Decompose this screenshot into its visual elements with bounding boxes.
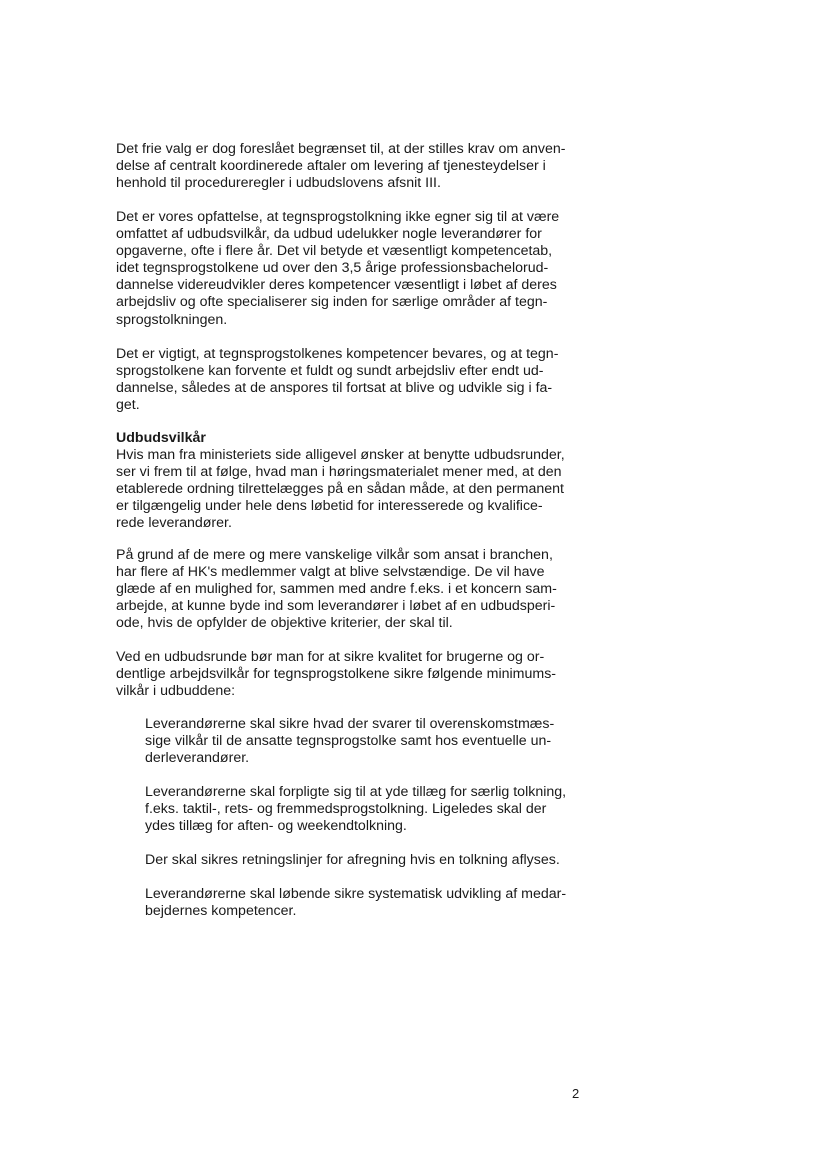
paragraph-free-choice: Det frie valg er dog foreslået begrænset til, at der stilles krav om anven- delse af centralt koordinerede aftaler om levering af tjenesteydelser i henhold til procedureregler i udbudslovens afsnit III. xyxy=(116,141,566,192)
paragraph-opinion: Det er vores opfattelse, at tegnsprogstolkning ikke egner sig til at være omfattet af udbudsvilkår, da udbud udelukker nogle leverandører for opgaverne, ofte i flere år. Det vil betyde et væsentligt kompetencetab, idet tegnsprogstolkene ud over den 3,5 årige professionsbachelorud- dannelse videreudvikler deres kompetencer væsentligt i løbet af deres arbejdsliv og ofte specialiserer sig inden for særlige områder af tegn- sprogstolkningen. xyxy=(116,209,560,328)
requirement-item: Leverandørerne skal forpligte sig til at yde tillæg for særlig tolkning, f.eks. taktil-, rets- og fremmedsprogstolkning. Ligeledes skal der ydes tillæg for aften- og weekendtolkning. xyxy=(145,784,567,835)
requirement-item: Leverandørerne skal sikre hvad der svarer til overenskomstmæs- sige vilkår til de ansatte tegnsprogstolke samt hos eventuelle un- derleverandører. xyxy=(145,716,555,767)
page-number: 2 xyxy=(572,1086,580,1101)
paragraph-competences: Det er vigtigt, at tegnsprogstolkenes kompetencer bevares, og at tegn- sprogstolkene kan forvente et fuldt og sundt arbejdsliv efter endt ud- dannelse, således at de anspores til fortsat at blive og udvikle sig i fa- get. xyxy=(116,346,559,414)
paragraph-self-employed: På grund af de mere og mere vanskelige vilkår som ansat i branchen, har flere af HK's medlemmer valgt at blive selvstændige. De vil have glæde af en mulighed for, sammen med andre f.eks. i et koncern sam- arbejde, at kunne byde ind som leverandører i løbet af en udbudsperi- ode, hvis de opfylder de objektive kriterier, der skal til. xyxy=(116,547,557,632)
section-heading: Udbudsvilkår xyxy=(116,430,206,446)
paragraph-minimum-conditions: Ved en udbudsrunde bør man for at sikre kvalitet for brugerne og or- dentlige arbejdsvilkår for tegnsprogstolkene sikre følgende minimums- vilkår i udbuddene: xyxy=(116,649,557,700)
requirement-item: Leverandørerne skal løbende sikre systematisk udvikling af medar- bejdernes kompetencer. xyxy=(145,886,567,920)
requirement-item: Der skal sikres retningslinjer for afregning hvis en tolkning aflyses. xyxy=(145,852,560,868)
paragraph-tender-rounds: Hvis man fra ministeriets side alligevel ønsker at benytte udbudsrunder, ser vi frem til at følge, hvad man i høringsmaterialet mener med, at den etablerede ordning tilrettelægges på en sådan måde, at den permanent er tilgængelig under hele dens løbetid for interesserede og kvalifice- rede leverandører. xyxy=(116,447,565,532)
